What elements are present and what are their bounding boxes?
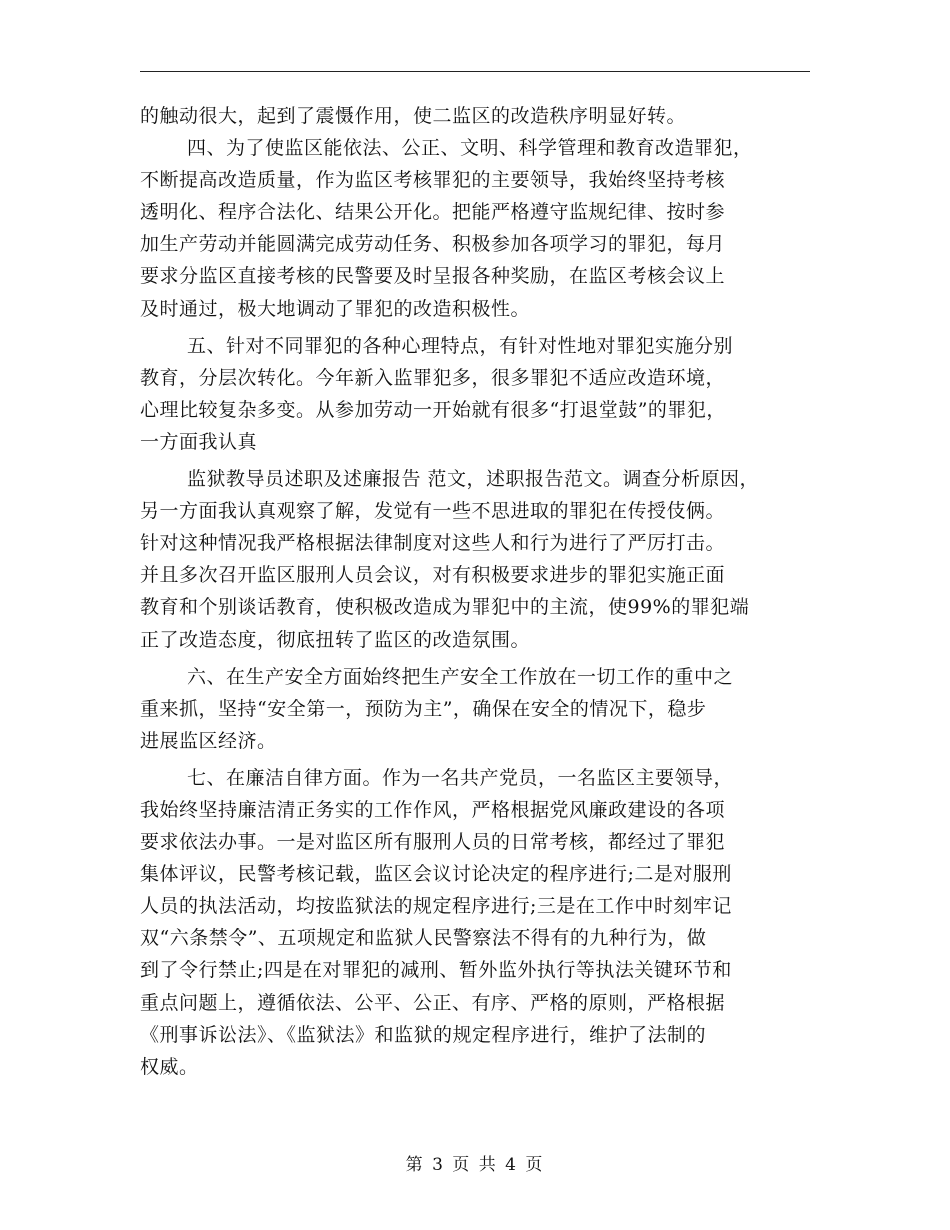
body-line: 教育，分层次转化。今年新入监罪犯多，很多罪犯不适应改造环境， [140, 366, 726, 389]
body-line: 《刑事诉讼法》、《监狱法》和监狱的规定程序进行，维护了法制的 [140, 1023, 707, 1046]
body-line: 权威。 [140, 1055, 199, 1078]
body-line: 双“六条禁令”、五项规定和监狱人民警察法不得有的九种行为，做 [140, 927, 707, 950]
body-line: 不断提高改造质量，作为监区考核罪犯的主要领导，我始终坚持考核 [140, 169, 726, 192]
body-line: 正了改造态度，彻底扭转了监区的改造氛围。 [140, 628, 531, 651]
body-line: 重点问题上，遵循依法、公平、公正、有序、严格的原则，严格根据 [140, 991, 726, 1014]
paragraph-five-start: 五、针对不同罪犯的各种心理特点，有针对性地对罪犯实施分别 [187, 334, 734, 357]
inserted-title-line: 监狱教导员述职及述廉报告 范文，述职报告范文。调查分析原因， [187, 468, 760, 491]
page-number: 第 3 页 共 4 页 [405, 1155, 545, 1175]
body-line: 集体评议，民警考核记载，监区会议讨论决定的程序进行;二是对服刑 [140, 863, 732, 886]
body-line: 重来抓，坚持“安全第一，预防为主”，确保在安全的情况下，稳步 [140, 697, 707, 720]
body-line: 教育和个别谈话教育，使积极改造成为罪犯中的主流，使99%的罪犯端 [140, 596, 750, 619]
paragraph-six-start: 六、在生产安全方面始终把生产安全工作放在一切工作的重中之 [187, 665, 734, 688]
body-line: 心理比较复杂多变。从参加劳动一开始就有很多“打退堂鼓”的罪犯， [140, 398, 726, 421]
body-line: 透明化、程序合法化、结果公开化。把能严格遵守监规纪律、按时参 [140, 201, 726, 224]
body-line: 到了令行禁止;四是在对罪犯的减刑、暂外监外执行等执法关键环节和 [140, 959, 732, 982]
body-line: 针对这种情况我严格根据法律制度对这些人和行为进行了严厉打击。 [140, 532, 726, 555]
body-line: 要求依法办事。一是对监区所有服刑人员的日常考核，都经过了罪犯 [140, 831, 726, 854]
body-line: 加生产劳动并能圆满完成劳动任务、积极参加各项学习的罪犯，每月 [140, 233, 726, 256]
body-line: 进展监区经济。 [140, 729, 277, 752]
body-line: 并且多次召开监区服刑人员会议，对有积极要求进步的罪犯实施正面 [140, 564, 726, 587]
body-line: 人员的执法活动，均按监狱法的规定程序进行;三是在工作中时刻牢记 [140, 895, 732, 918]
body-line: 的触动很大，起到了震慑作用，使二监区的改造秩序明显好转。 [140, 105, 687, 127]
body-line: 我始终坚持廉洁清正务实的工作作风，严格根据党风廉政建设的各项 [140, 798, 726, 821]
body-line: 另一方面我认真观察了解，发觉有一些不思进取的罪犯在传授伎俩。 [140, 500, 726, 523]
body-line: 一方面我认真 [140, 430, 258, 453]
paragraph-four-start: 四、为了使监区能依法、公正、文明、科学管理和教育改造罪犯， [187, 137, 753, 160]
body-line: 及时通过，极大地调动了罪犯的改造积极性。 [140, 297, 531, 320]
paragraph-seven-start: 七、在廉洁自律方面。作为一名共产党员，一名监区主要领导， [187, 766, 734, 789]
document-body [140, 100, 820, 1083]
body-line: 要求分监区直接考核的民警要及时呈报各种奖励，在监区考核会议上 [140, 265, 726, 288]
header-rule [140, 71, 810, 72]
